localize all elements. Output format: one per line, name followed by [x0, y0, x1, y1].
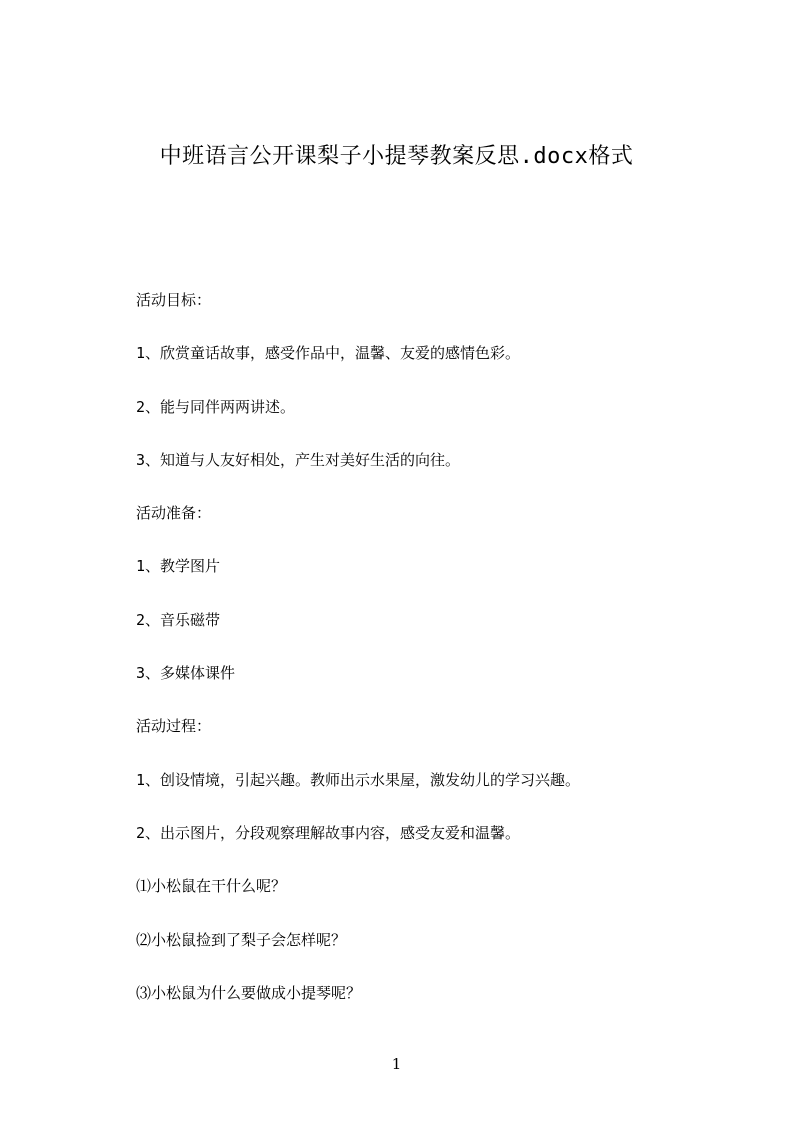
paragraph: ⑴小松鼠在干什么呢？: [136, 877, 287, 896]
section-heading-goals: 活动目标：: [136, 291, 212, 309]
paragraph: 3、知道与人友好相处，产生对美好生活的向往。: [136, 450, 461, 469]
paragraph: 1、教学图片: [136, 557, 221, 576]
paragraph: 2、能与同伴两两讲述。: [136, 397, 296, 416]
section-heading-preparation: 活动准备：: [136, 504, 212, 523]
paragraph: 1、创设情境，引起兴趣。教师出示水果屋，激发幼儿的学习兴趣。: [136, 770, 581, 789]
paragraph: ⑶小松鼠为什么要做成小提琴呢？: [136, 983, 362, 1002]
document-body: [136, 287, 696, 1033]
paragraph: 2、音乐磁带: [136, 610, 221, 629]
document-title: 中班语言公开课梨子小提琴教案反思.docx格式: [159, 144, 634, 169]
section-heading-process: 活动过程：: [136, 717, 212, 736]
page-number: 1: [391, 1055, 402, 1073]
paragraph: 2、出示图片，分段观察理解故事内容，感受友爱和温馨。: [136, 823, 521, 842]
paragraph: ⑵小松鼠捡到了梨子会怎样呢？: [136, 930, 347, 949]
paragraph: 3、多媒体课件: [136, 664, 236, 683]
paragraph: 1、欣赏童话故事，感受作品中，温馨、友爱的感情色彩。: [136, 344, 521, 363]
